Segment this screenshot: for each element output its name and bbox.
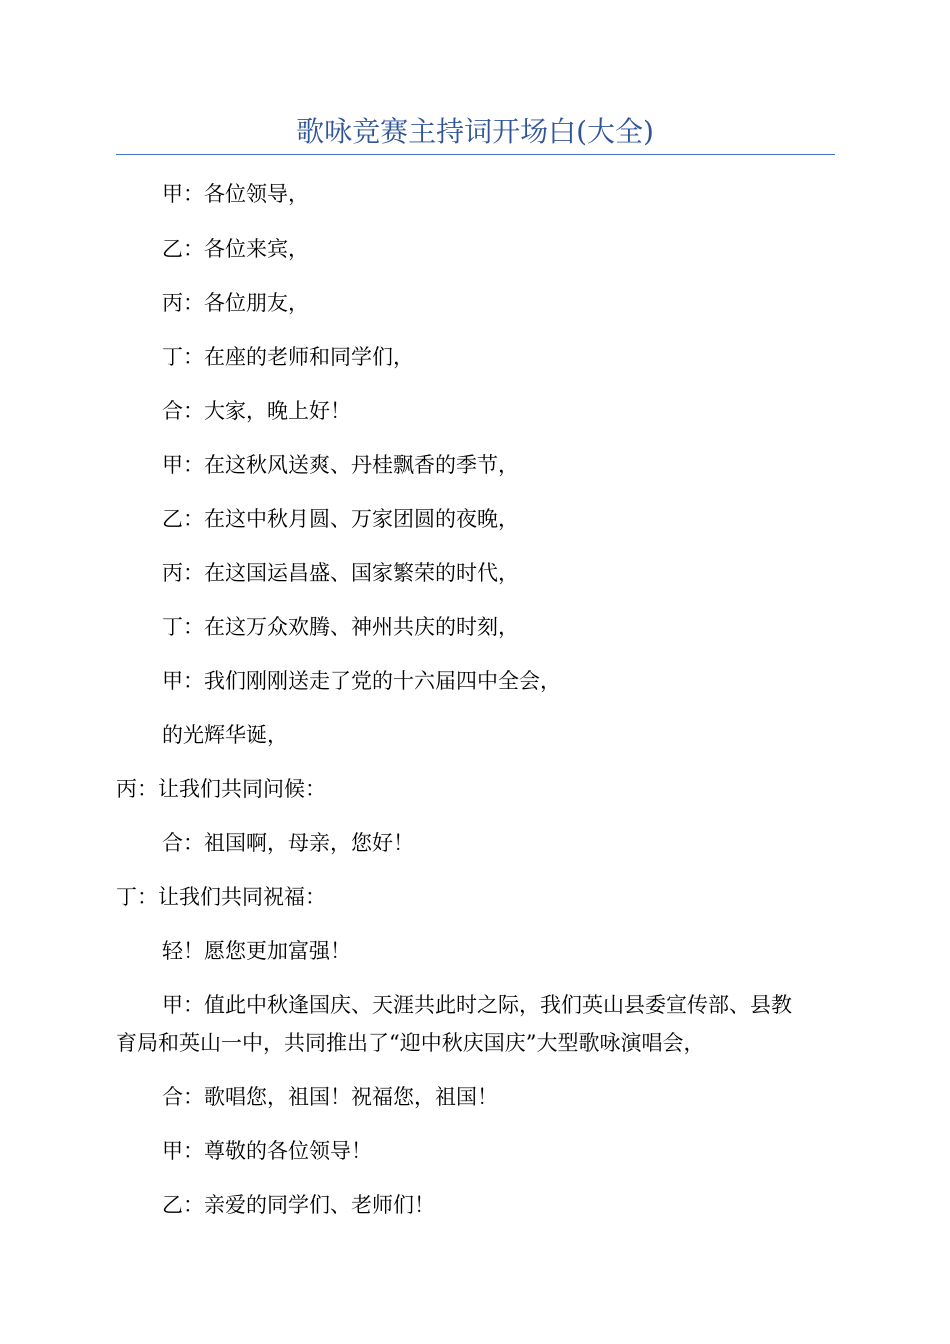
paragraph-line: 丁：在这万众欢腾、神州共庆的时刻，: [162, 615, 519, 639]
document-title: 歌咏竞赛主持词开场白(大全): [296, 115, 654, 148]
paragraph-line: 甲：各位领导，: [162, 182, 309, 206]
paragraph-line: 丙：各位朋友，: [162, 291, 309, 315]
paragraph-line: 丁：让我们共同祝福：: [116, 885, 326, 909]
paragraph-line: 丙：在这国运昌盛、国家繁荣的时代，: [162, 561, 519, 585]
paragraph-line: 乙：在这中秋月圆、万家团圆的夜晚，: [162, 507, 519, 531]
paragraph-line: 的光辉华诞，: [162, 723, 288, 747]
paragraph-line: 甲：值此中秋逢国庆、天涯共此时之际，我们英山县委宣传部、县教: [162, 993, 792, 1017]
paragraph-line: 合：祖国啊，母亲，您好！: [162, 831, 414, 855]
paragraph-line: 合：大家，晚上好！: [162, 399, 351, 423]
paragraph-line: 育局和英山一中，共同推出了“迎中秋庆国庆”大型歌咏演唱会，: [116, 1031, 705, 1055]
paragraph-line: 甲：在这秋风送爽、丹桂飘香的季节，: [162, 453, 519, 477]
paragraph-line: 丙：让我们共同问候：: [116, 777, 326, 801]
paragraph-line: 甲：尊敬的各位领导！: [162, 1139, 372, 1163]
paragraph-line: 甲：我们刚刚送走了党的十六届四中全会，: [162, 669, 561, 693]
paragraph-line: 轻！愿您更加富强！: [162, 939, 351, 963]
paragraph-line: 合：歌唱您，祖国！祝福您，祖国！: [162, 1085, 498, 1109]
title-underline: [116, 154, 835, 155]
paragraph-line: 丁：在座的老师和同学们，: [162, 345, 414, 369]
paragraph-line: 乙：亲爱的同学们、老师们！: [162, 1193, 435, 1217]
paragraph-line: 乙：各位来宾，: [162, 237, 309, 261]
